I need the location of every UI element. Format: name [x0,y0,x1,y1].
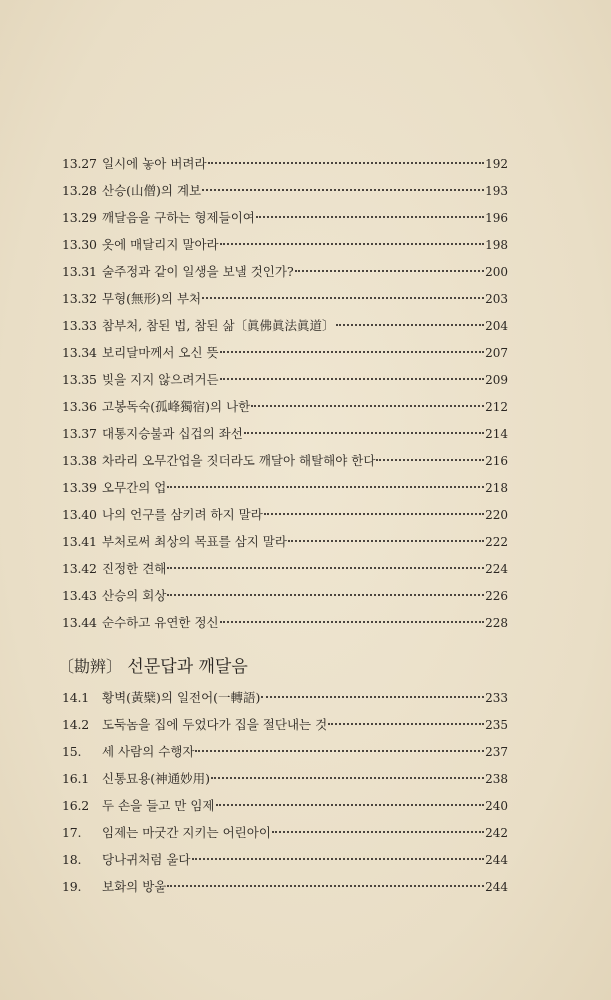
dot-leader [251,404,484,407]
dot-leader [220,242,484,245]
entry-number: 13.30 [62,237,97,252]
entry-title: 보화의 방울 [102,879,167,894]
dot-leader [261,695,484,698]
entry-title: 신통묘용(神通妙用) [102,771,211,786]
entry-title: 산승(山僧)의 계보 [102,183,202,198]
toc-entry [62,849,508,871]
entry-title: 당나귀처럼 울다 [102,852,191,867]
entry-number: 14.2 [62,717,90,732]
entry-page-number: 216 [485,454,508,468]
entry-number: 18. [62,852,82,867]
dot-leader [167,884,484,887]
toc-entry [62,687,508,709]
dot-leader [211,776,484,779]
dot-leader [220,620,484,623]
dot-leader [202,296,484,299]
dot-leader [264,512,484,515]
entry-title: 부처로써 최상의 목표를 삼지 말라 [102,534,287,549]
entry-title: 깨달음을 구하는 형제들이여 [102,210,255,225]
toc-entry [62,288,508,310]
entry-page-number: 200 [485,265,508,279]
entry-page-number: 226 [485,589,508,603]
entry-title: 진정한 견해 [102,561,167,576]
entry-page-number: 196 [485,211,508,225]
entry-page-number: 242 [485,826,508,840]
entry-number: 13.35 [62,372,97,387]
entry-number: 16.2 [62,798,90,813]
entry-page-number: 209 [485,373,508,387]
dot-leader [216,803,485,806]
entry-title: 참부처, 참된 법, 참된 삶〔眞佛眞法眞道〕 [102,318,335,333]
toc-entry [62,342,508,364]
toc-entry [62,822,508,844]
entry-title: 나의 언구를 삼키려 하지 말라 [102,507,263,522]
toc-entry [62,741,508,763]
dot-leader [167,566,484,569]
toc-entry [62,585,508,607]
entry-number: 13.41 [62,534,97,549]
entry-page-number: 207 [485,346,508,360]
entry-title: 술주정과 같이 일생을 보낼 것인가? [102,264,294,279]
entry-page-number: 244 [485,880,508,894]
toc-entry [62,180,508,202]
entry-page-number: 224 [485,562,508,576]
toc-entry [62,795,508,817]
entry-page-number: 218 [485,481,508,495]
entry-page-number: 192 [485,157,508,171]
entry-title: 임제는 마굿간 지키는 어린아이 [102,825,271,840]
toc-entry [62,531,508,553]
entry-page-number: 240 [485,799,508,813]
entry-title: 빚을 지지 않으려거든 [102,372,219,387]
entry-number: 13.44 [62,615,97,630]
entry-title: 두 손을 들고 만 임제 [102,798,215,813]
entry-number: 13.29 [62,210,97,225]
dot-leader [220,377,484,380]
entry-page-number: 228 [485,616,508,630]
dot-leader [195,749,484,752]
toc-entry [62,396,508,418]
dot-leader [328,722,484,725]
dot-leader [167,593,484,596]
entry-number: 13.43 [62,588,97,603]
dot-leader [376,458,484,461]
entry-number: 13.39 [62,480,97,495]
entry-number: 16.1 [62,771,90,786]
entry-page-number: 204 [485,319,508,333]
entry-number: 15. [62,744,82,759]
entry-title: 순수하고 유연한 정신 [102,615,219,630]
toc-entry [62,477,508,499]
dot-leader [220,350,484,353]
entry-number: 13.42 [62,561,97,576]
toc-entry [62,558,508,580]
entry-title: 도둑놈을 집에 두었다가 집을 절단내는 것 [102,717,328,732]
entry-page-number: 233 [485,691,508,705]
toc-entry [62,261,508,283]
entry-title: 산승의 회상 [102,588,167,603]
dot-leader [336,323,485,326]
toc-entry [62,315,508,337]
entry-number: 13.27 [62,156,97,171]
toc-entry [62,369,508,391]
entry-title: 대통지승불과 십겁의 좌선 [102,426,243,441]
entry-page-number: 222 [485,535,508,549]
entry-title: 일시에 놓아 버려라 [102,156,207,171]
toc-entry [62,504,508,526]
entry-title: 세 사람의 수행자 [102,744,195,759]
dot-leader [244,431,484,434]
entry-number: 13.36 [62,399,97,414]
toc-entry [62,450,508,472]
toc-entry [62,876,508,898]
toc-entry [62,768,508,790]
dot-leader [272,830,484,833]
entry-title: 고봉독숙(孤峰獨宿)의 나한 [102,399,251,414]
dot-leader [256,215,484,218]
entry-number: 13.28 [62,183,97,198]
entry-page-number: 244 [485,853,508,867]
entry-number: 14.1 [62,690,90,705]
toc-entry [62,423,508,445]
entry-title: 보리달마께서 오신 뜻 [102,345,219,360]
entry-title: 무형(無形)의 부처 [102,291,202,306]
entry-number: 13.38 [62,453,97,468]
entry-number: 13.31 [62,264,97,279]
entry-page-number: 220 [485,508,508,522]
entry-page-number: 214 [485,427,508,441]
dot-leader [167,485,484,488]
entry-number: 13.40 [62,507,97,522]
toc-entry [62,714,508,736]
dot-leader [202,188,484,191]
dot-leader [295,269,484,272]
section-heading [58,655,248,679]
dot-leader [288,539,484,542]
dot-leader [192,857,485,860]
entry-number: 13.32 [62,291,97,306]
section-bracket: 〔勘辨〕 [58,657,123,676]
toc-entry [62,612,508,634]
entry-number: 17. [62,825,82,840]
entry-page-number: 238 [485,772,508,786]
entry-page-number: 235 [485,718,508,732]
entry-title: 황벽(黃檗)의 일전어(一轉語) [102,690,261,705]
entry-title: 차라리 오무간업을 짓더라도 깨달아 해탈해야 한다 [102,453,376,468]
entry-number: 13.33 [62,318,97,333]
section-title: 선문답과 깨달음 [127,657,248,677]
toc-entry [62,234,508,256]
dot-leader [208,161,485,164]
entry-number: 19. [62,879,82,894]
entry-page-number: 212 [485,400,508,414]
entry-page-number: 203 [485,292,508,306]
toc-entry [62,153,508,175]
toc-entry [62,207,508,229]
entry-page-number: 237 [485,745,508,759]
entry-page-number: 193 [485,184,508,198]
entry-number: 13.37 [62,426,97,441]
entry-number: 13.34 [62,345,97,360]
entry-page-number: 198 [485,238,508,252]
entry-title: 옷에 매달리지 말아라 [102,237,219,252]
entry-title: 오무간의 업 [102,480,167,495]
